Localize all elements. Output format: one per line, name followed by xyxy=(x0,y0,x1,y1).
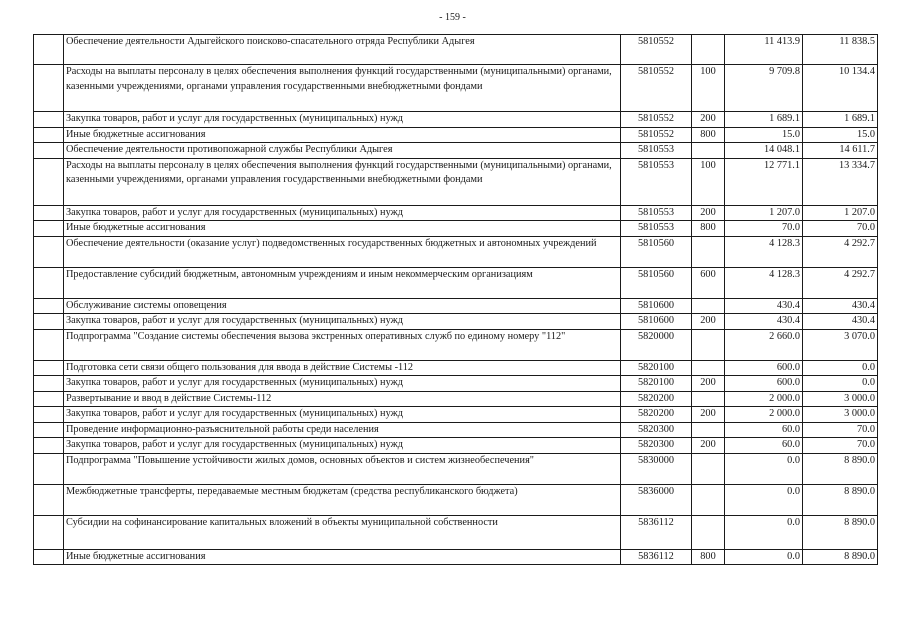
table-row xyxy=(34,329,878,360)
table-row xyxy=(34,143,878,159)
item-name-cell: Расходы на выплаты персоналу в целях обеспечения выполнения функций государственными (муниципальными) органами, казенными учреждениями, органами управления государственными внебюджетными фондами xyxy=(64,158,621,205)
amount-year-1-cell: 9 709.8 xyxy=(725,65,803,112)
table-row xyxy=(34,422,878,438)
row-index-cell xyxy=(34,453,64,484)
target-article-code-cell: 5810600 xyxy=(621,314,692,330)
expense-type-code-cell: 200 xyxy=(692,112,725,128)
item-name-cell: Иные бюджетные ассигнования xyxy=(64,127,621,143)
amount-year-2-cell: 8 890.0 xyxy=(803,453,878,484)
amount-year-2-cell: 4 292.7 xyxy=(803,236,878,267)
item-name-cell: Проведение информационно-разъяснительной работы среди населения xyxy=(64,422,621,438)
item-name-cell: Подпрограмма "Создание системы обеспечения вызова экстренных оперативных служб по единому номеру "112" xyxy=(64,329,621,360)
expense-type-code-cell: 200 xyxy=(692,438,725,454)
amount-year-1-cell: 2 000.0 xyxy=(725,391,803,407)
target-article-code-cell: 5820300 xyxy=(621,422,692,438)
expense-type-code-cell: 100 xyxy=(692,65,725,112)
table-row xyxy=(34,112,878,128)
expense-type-code-cell: 800 xyxy=(692,549,725,565)
table-row xyxy=(34,515,878,549)
amount-year-2-cell: 8 890.0 xyxy=(803,549,878,565)
amount-year-1-cell: 2 000.0 xyxy=(725,407,803,423)
target-article-code-cell: 5810560 xyxy=(621,267,692,298)
expense-type-code-cell xyxy=(692,329,725,360)
table-row xyxy=(34,314,878,330)
row-index-cell xyxy=(34,127,64,143)
amount-year-2-cell: 4 292.7 xyxy=(803,267,878,298)
row-index-cell xyxy=(34,484,64,515)
amount-year-1-cell: 0.0 xyxy=(725,515,803,549)
item-name-cell: Развертывание и ввод в действие Системы-112 xyxy=(64,391,621,407)
amount-year-2-cell: 3 000.0 xyxy=(803,407,878,423)
row-index-cell xyxy=(34,158,64,205)
amount-year-1-cell: 600.0 xyxy=(725,376,803,392)
row-index-cell xyxy=(34,143,64,159)
item-name-cell: Закупка товаров, работ и услуг для государственных (муниципальных) нужд xyxy=(64,314,621,330)
amount-year-1-cell: 0.0 xyxy=(725,549,803,565)
table-row xyxy=(34,205,878,221)
row-index-cell xyxy=(34,314,64,330)
table-row xyxy=(34,484,878,515)
target-article-code-cell: 5820000 xyxy=(621,329,692,360)
amount-year-1-cell: 430.4 xyxy=(725,298,803,314)
amount-year-2-cell: 70.0 xyxy=(803,221,878,237)
amount-year-1-cell: 600.0 xyxy=(725,360,803,376)
amount-year-1-cell: 430.4 xyxy=(725,314,803,330)
expense-type-code-cell: 100 xyxy=(692,158,725,205)
amount-year-2-cell: 0.0 xyxy=(803,360,878,376)
amount-year-1-cell: 4 128.3 xyxy=(725,236,803,267)
item-name-cell: Предоставление субсидий бюджетным, автономным учреждениям и иным некоммерческим организациям xyxy=(64,267,621,298)
target-article-code-cell: 5820300 xyxy=(621,438,692,454)
amount-year-2-cell: 0.0 xyxy=(803,376,878,392)
amount-year-1-cell: 15.0 xyxy=(725,127,803,143)
amount-year-2-cell: 8 890.0 xyxy=(803,484,878,515)
row-index-cell xyxy=(34,267,64,298)
target-article-code-cell: 5830000 xyxy=(621,453,692,484)
budget-table-body xyxy=(34,35,878,565)
amount-year-2-cell: 3 070.0 xyxy=(803,329,878,360)
expense-type-code-cell: 800 xyxy=(692,127,725,143)
row-index-cell xyxy=(34,360,64,376)
item-name-cell: Закупка товаров, работ и услуг для государственных (муниципальных) нужд xyxy=(64,407,621,423)
table-row xyxy=(34,236,878,267)
target-article-code-cell: 5810553 xyxy=(621,158,692,205)
row-index-cell xyxy=(34,422,64,438)
target-article-code-cell: 5810560 xyxy=(621,236,692,267)
row-index-cell xyxy=(34,407,64,423)
target-article-code-cell: 5836112 xyxy=(621,515,692,549)
row-index-cell xyxy=(34,549,64,565)
expense-type-code-cell xyxy=(692,391,725,407)
table-row xyxy=(34,298,878,314)
amount-year-2-cell: 15.0 xyxy=(803,127,878,143)
item-name-cell: Межбюджетные трансферты, передаваемые местным бюджетам (средства республиканского бюджета) xyxy=(64,484,621,515)
table-row xyxy=(34,376,878,392)
item-name-cell: Закупка товаров, работ и услуг для государственных (муниципальных) нужд xyxy=(64,376,621,392)
amount-year-2-cell: 70.0 xyxy=(803,422,878,438)
amount-year-1-cell: 12 771.1 xyxy=(725,158,803,205)
target-article-code-cell: 5820100 xyxy=(621,360,692,376)
table-row xyxy=(34,267,878,298)
item-name-cell: Обеспечение деятельности Адыгейского поисково-спасательного отряда Республики Адыгея xyxy=(64,35,621,65)
amount-year-1-cell: 60.0 xyxy=(725,438,803,454)
target-article-code-cell: 5810552 xyxy=(621,127,692,143)
row-index-cell xyxy=(34,391,64,407)
table-row xyxy=(34,549,878,565)
target-article-code-cell: 5836000 xyxy=(621,484,692,515)
table-row xyxy=(34,158,878,205)
row-index-cell xyxy=(34,35,64,65)
target-article-code-cell: 5810552 xyxy=(621,112,692,128)
amount-year-2-cell: 13 334.7 xyxy=(803,158,878,205)
row-index-cell xyxy=(34,205,64,221)
amount-year-2-cell: 11 838.5 xyxy=(803,35,878,65)
expense-type-code-cell xyxy=(692,453,725,484)
item-name-cell: Закупка товаров, работ и услуг для государственных (муниципальных) нужд xyxy=(64,205,621,221)
amount-year-1-cell: 70.0 xyxy=(725,221,803,237)
target-article-code-cell: 5820200 xyxy=(621,407,692,423)
row-index-cell xyxy=(34,65,64,112)
amount-year-1-cell: 4 128.3 xyxy=(725,267,803,298)
expense-type-code-cell xyxy=(692,484,725,515)
table-row xyxy=(34,127,878,143)
table-row xyxy=(34,65,878,112)
amount-year-2-cell: 10 134.4 xyxy=(803,65,878,112)
expense-type-code-cell: 200 xyxy=(692,205,725,221)
item-name-cell: Иные бюджетные ассигнования xyxy=(64,221,621,237)
table-row xyxy=(34,438,878,454)
expense-type-code-cell xyxy=(692,35,725,65)
item-name-cell: Закупка товаров, работ и услуг для государственных (муниципальных) нужд xyxy=(64,438,621,454)
row-index-cell xyxy=(34,236,64,267)
budget-table xyxy=(33,34,878,565)
row-index-cell xyxy=(34,376,64,392)
expense-type-code-cell xyxy=(692,236,725,267)
item-name-cell: Подготовка сети связи общего пользования для ввода в действие Системы -112 xyxy=(64,360,621,376)
expense-type-code-cell: 800 xyxy=(692,221,725,237)
table-row xyxy=(34,407,878,423)
amount-year-1-cell: 14 048.1 xyxy=(725,143,803,159)
amount-year-2-cell: 8 890.0 xyxy=(803,515,878,549)
table-row xyxy=(34,391,878,407)
target-article-code-cell: 5810600 xyxy=(621,298,692,314)
target-article-code-cell: 5810553 xyxy=(621,205,692,221)
target-article-code-cell: 5820200 xyxy=(621,391,692,407)
amount-year-2-cell: 3 000.0 xyxy=(803,391,878,407)
expense-type-code-cell xyxy=(692,422,725,438)
amount-year-1-cell: 1 207.0 xyxy=(725,205,803,221)
table-row xyxy=(34,360,878,376)
item-name-cell: Обеспечение деятельности (оказание услуг) подведомственных государственных бюджетных и автономных учреждений xyxy=(64,236,621,267)
expense-type-code-cell xyxy=(692,515,725,549)
item-name-cell: Обеспечение деятельности противопожарной службы Республики Адыгея xyxy=(64,143,621,159)
amount-year-2-cell: 14 611.7 xyxy=(803,143,878,159)
expense-type-code-cell: 200 xyxy=(692,314,725,330)
item-name-cell: Обслуживание системы оповещения xyxy=(64,298,621,314)
amount-year-2-cell: 1 689.1 xyxy=(803,112,878,128)
expense-type-code-cell xyxy=(692,143,725,159)
amount-year-1-cell: 2 660.0 xyxy=(725,329,803,360)
amount-year-2-cell: 430.4 xyxy=(803,314,878,330)
row-index-cell xyxy=(34,438,64,454)
table-row xyxy=(34,221,878,237)
row-index-cell xyxy=(34,112,64,128)
amount-year-2-cell: 70.0 xyxy=(803,438,878,454)
row-index-cell xyxy=(34,329,64,360)
amount-year-2-cell: 430.4 xyxy=(803,298,878,314)
target-article-code-cell: 5810552 xyxy=(621,65,692,112)
amount-year-1-cell: 0.0 xyxy=(725,453,803,484)
item-name-cell: Субсидии на софинансирование капитальных вложений в объекты муниципальной собственности xyxy=(64,515,621,549)
row-index-cell xyxy=(34,515,64,549)
target-article-code-cell: 5820100 xyxy=(621,376,692,392)
amount-year-2-cell: 1 207.0 xyxy=(803,205,878,221)
target-article-code-cell: 5810552 xyxy=(621,35,692,65)
table-row xyxy=(34,453,878,484)
expense-type-code-cell xyxy=(692,298,725,314)
amount-year-1-cell: 0.0 xyxy=(725,484,803,515)
target-article-code-cell: 5836112 xyxy=(621,549,692,565)
target-article-code-cell: 5810553 xyxy=(621,143,692,159)
target-article-code-cell: 5810553 xyxy=(621,221,692,237)
item-name-cell: Иные бюджетные ассигнования xyxy=(64,549,621,565)
amount-year-1-cell: 11 413.9 xyxy=(725,35,803,65)
expense-type-code-cell xyxy=(692,360,725,376)
item-name-cell: Подпрограмма "Повышение устойчивости жилых домов, основных объектов и систем жизнеобеспечения" xyxy=(64,453,621,484)
expense-type-code-cell: 600 xyxy=(692,267,725,298)
row-index-cell xyxy=(34,298,64,314)
expense-type-code-cell: 200 xyxy=(692,407,725,423)
amount-year-1-cell: 60.0 xyxy=(725,422,803,438)
item-name-cell: Закупка товаров, работ и услуг для государственных (муниципальных) нужд xyxy=(64,112,621,128)
expense-type-code-cell: 200 xyxy=(692,376,725,392)
table-row xyxy=(34,35,878,65)
item-name-cell: Расходы на выплаты персоналу в целях обеспечения выполнения функций государственными (муниципальными) органами, казенными учреждениями, органами управления государственными внебюджетными фондами xyxy=(64,65,621,112)
amount-year-1-cell: 1 689.1 xyxy=(725,112,803,128)
row-index-cell xyxy=(34,221,64,237)
page-number: - 159 - xyxy=(439,12,466,23)
